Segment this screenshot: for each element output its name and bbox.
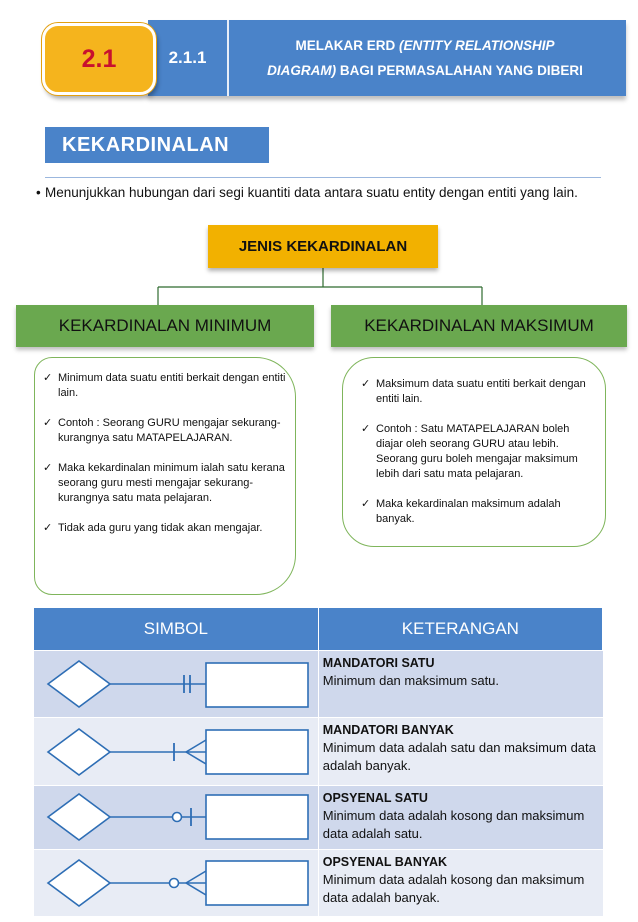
row-description: Minimum data adalah kosong dan maksimum data adalah banyak. [322,872,585,905]
row-title: MANDATORI SATU [322,656,435,670]
minimum-point-text: Maka kekardinalan minimum ialah satu kerana seorang guru mesti mengajar sekurang-kurangnya satu mata pelajaran. [58,462,285,504]
check-icon: ✓ [361,423,371,435]
header-title-italic-2: DIAGRAM) [267,63,337,78]
description-cell [318,651,602,718]
list-item [359,422,595,482]
header-title-italic-1: (ENTITY RELATIONSHIP [398,38,555,53]
description-column-header: KETERANGAN [318,608,602,651]
check-icon: ✓ [361,498,371,510]
maximum-points-list [359,377,595,542]
maximum-cardinality-box: KEKARDINALAN MAKSIMUM [331,305,627,347]
list-item [359,377,595,407]
section-number-badge: 2.1 [42,23,156,95]
table-header-row [34,608,603,651]
symbol-table [34,608,603,916]
description-cell [318,850,602,917]
row-description: Minimum data adalah kosong dan maksimum data adalah satu. [322,808,585,841]
symbol-cell [34,718,318,786]
row-description: Minimum dan maksimum satu. [322,673,500,688]
mandatory-many-symbol [34,718,317,785]
table-row [34,850,603,917]
cardinality-types-box: JENIS KEKARDINALAN [208,225,438,268]
subsection-number: 2.1.1 [168,48,207,67]
list-item [41,461,287,506]
check-icon: ✓ [43,522,53,534]
mandatory-one-symbol [34,651,317,717]
check-icon: ✓ [43,417,53,429]
row-title: OPSYENAL SATU [322,791,428,805]
list-item [41,521,287,536]
list-item [41,371,287,401]
check-icon: ✓ [43,462,53,474]
optional-one-symbol [34,786,317,849]
intro-text: Menunjukkan hubungan dari segi kuantiti data antara suatu entity dengan entiti yang lain. [45,185,578,200]
description-cell [318,786,602,850]
symbol-cell [34,850,318,917]
header-title-plain-2: BAGI PERMASALAHAN YANG DIBERI [336,63,583,78]
symbol-cell [34,651,318,718]
minimum-cardinality-box: KEKARDINALAN MINIMUM [16,305,314,347]
minimum-details-panel [34,357,296,595]
optional-many-symbol [34,850,317,916]
maximum-details-panel [342,357,606,547]
list-item [41,416,287,446]
maximum-point-text: Maka kekardinalan maksimum adalah banyak. [376,498,561,525]
row-title: OPSYENAL BANYAK [322,855,448,869]
table-row [34,651,603,718]
symbol-cell [34,786,318,850]
minimum-point-text: Contoh : Seorang GURU mengajar sekurang-kurangnya satu MATAPELAJARAN. [58,417,281,444]
check-icon: ✓ [43,372,53,384]
row-title: MANDATORI BANYAK [322,723,454,737]
maximum-point-text: Maksimum data suatu entiti berkait dengan entiti lain. [376,378,586,405]
minimum-points-list [41,371,287,551]
maximum-point-text: Contoh : Satu MATAPELAJARAN boleh diajar oleh seorang GURU atau lebih. Seorang guru boleh mengajar maksimum lebih dari satu mata pelajaran. [376,423,578,480]
table-row [34,786,603,850]
header-title-plain-1: MELAKAR ERD [295,38,399,53]
description-cell [318,718,602,786]
check-icon: ✓ [361,378,371,390]
table-row [34,718,603,786]
row-description: Minimum data adalah satu dan maksimum data adalah banyak. [322,740,596,773]
intro-bullet: • [36,185,41,200]
minimum-point-text: Tidak ada guru yang tidak akan mengajar. [58,522,263,534]
symbol-column-header: SIMBOL [34,608,318,651]
section-heading: KEKARDINALAN [45,127,269,163]
minimum-point-text: Minimum data suatu entiti berkait dengan entiti lain. [58,372,286,399]
list-item [359,497,595,527]
